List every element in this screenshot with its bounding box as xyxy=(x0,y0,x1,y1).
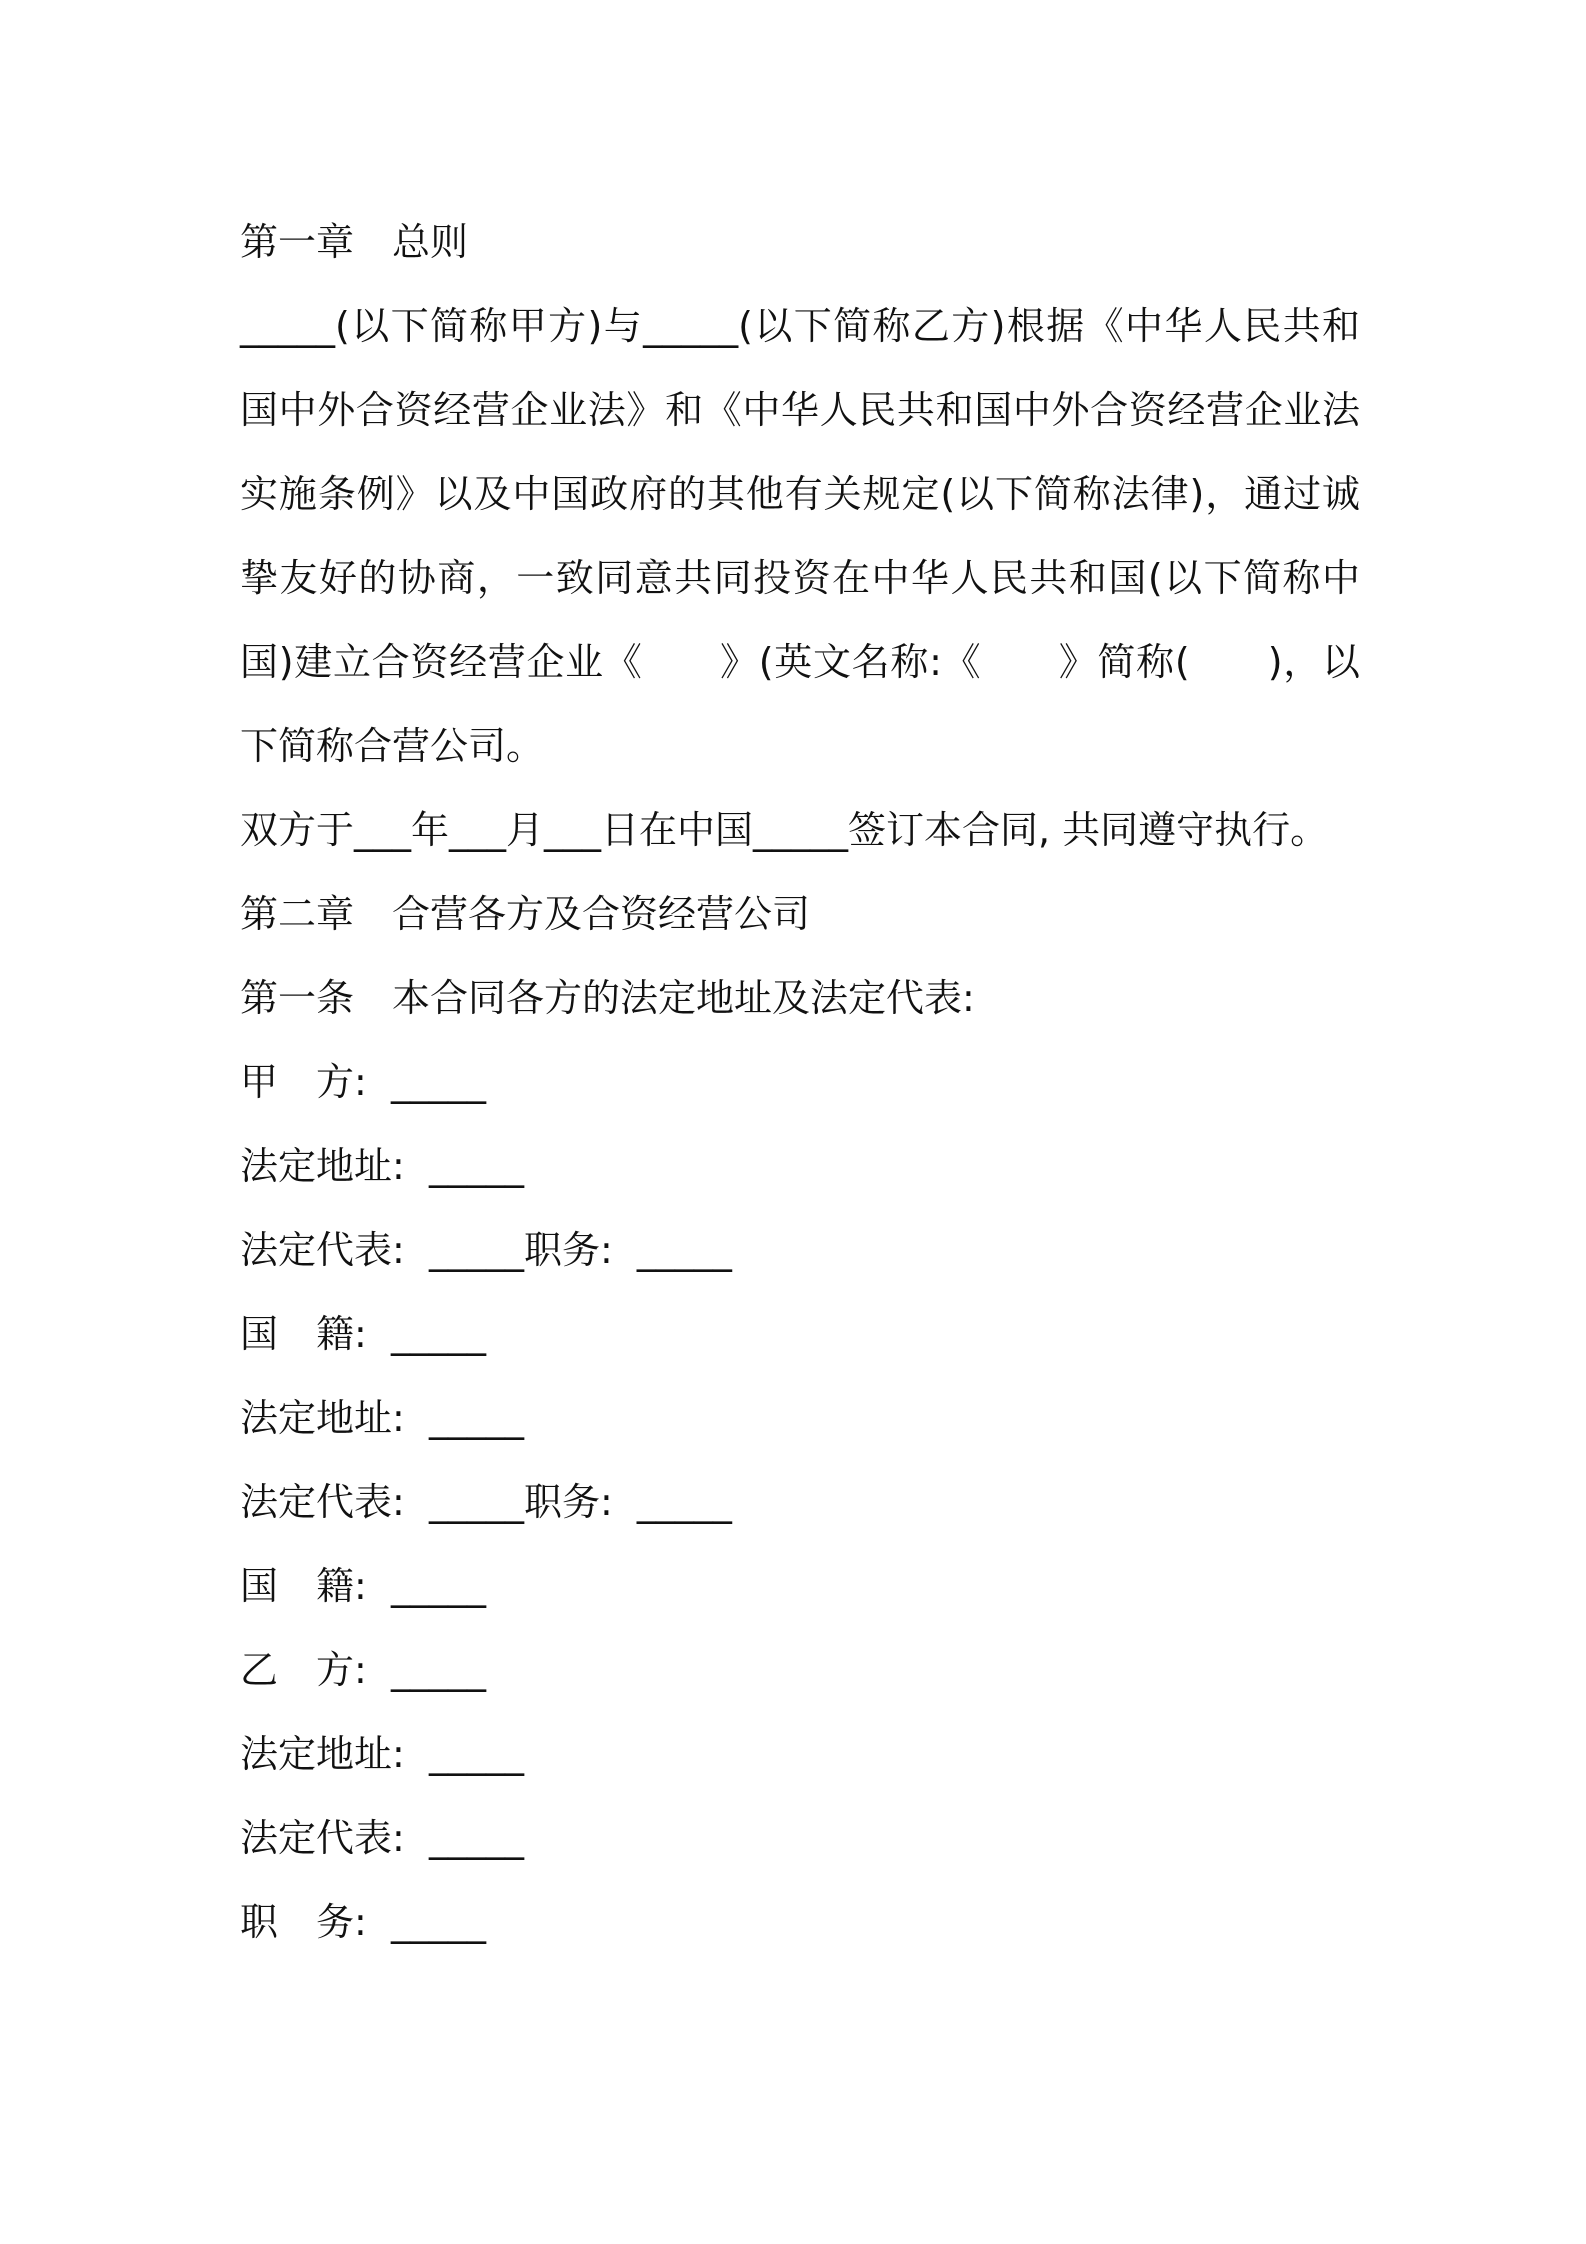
legal-representative-line: 法定代表: _____ xyxy=(240,1816,524,1860)
legal-address-line: 法定地址: _____ xyxy=(240,1732,524,1776)
position-line: 职 务: _____ xyxy=(240,1900,486,1944)
paragraph-parties-agreement: _____(以下简称甲方)与_____(以下简称乙方)根据《中华人民共和国中外合资经营企业法》和《中华人民共和国中外合资经营企业法实施条例》以及中国政府的其他有关规定(以下简称法律)，通过诚挚友好的协商，一致同意共同投资在中华人民共和国(以下简称中国)建立合资经营企业《 》(英文名称:《 》简称( )，以下简称合营公司。 xyxy=(240,304,1360,768)
legal-representative-line: 法定代表: _____职务: _____ xyxy=(240,1480,732,1524)
chapter-1-heading: 第一章 总则 xyxy=(240,220,469,264)
party-a-line: 甲 方: _____ xyxy=(240,1060,486,1104)
nationality-line: 国 籍: _____ xyxy=(240,1564,486,1608)
paragraph-signing: 双方于___年___月___日在中国_____签订本合同, 共同遵守执行。 xyxy=(240,808,1329,852)
legal-representative-line: 法定代表: _____职务: _____ xyxy=(240,1228,732,1272)
legal-address-line: 法定地址: _____ xyxy=(240,1396,524,1440)
legal-address-line: 法定地址: _____ xyxy=(240,1144,524,1188)
nationality-line: 国 籍: _____ xyxy=(240,1312,486,1356)
party-b-line: 乙 方: _____ xyxy=(240,1648,486,1692)
article-1-heading: 第一条 本合同各方的法定地址及法定代表: xyxy=(240,976,975,1020)
document-body xyxy=(240,200,1360,1964)
chapter-2-heading: 第二章 合营各方及合资经营公司 xyxy=(240,892,811,936)
